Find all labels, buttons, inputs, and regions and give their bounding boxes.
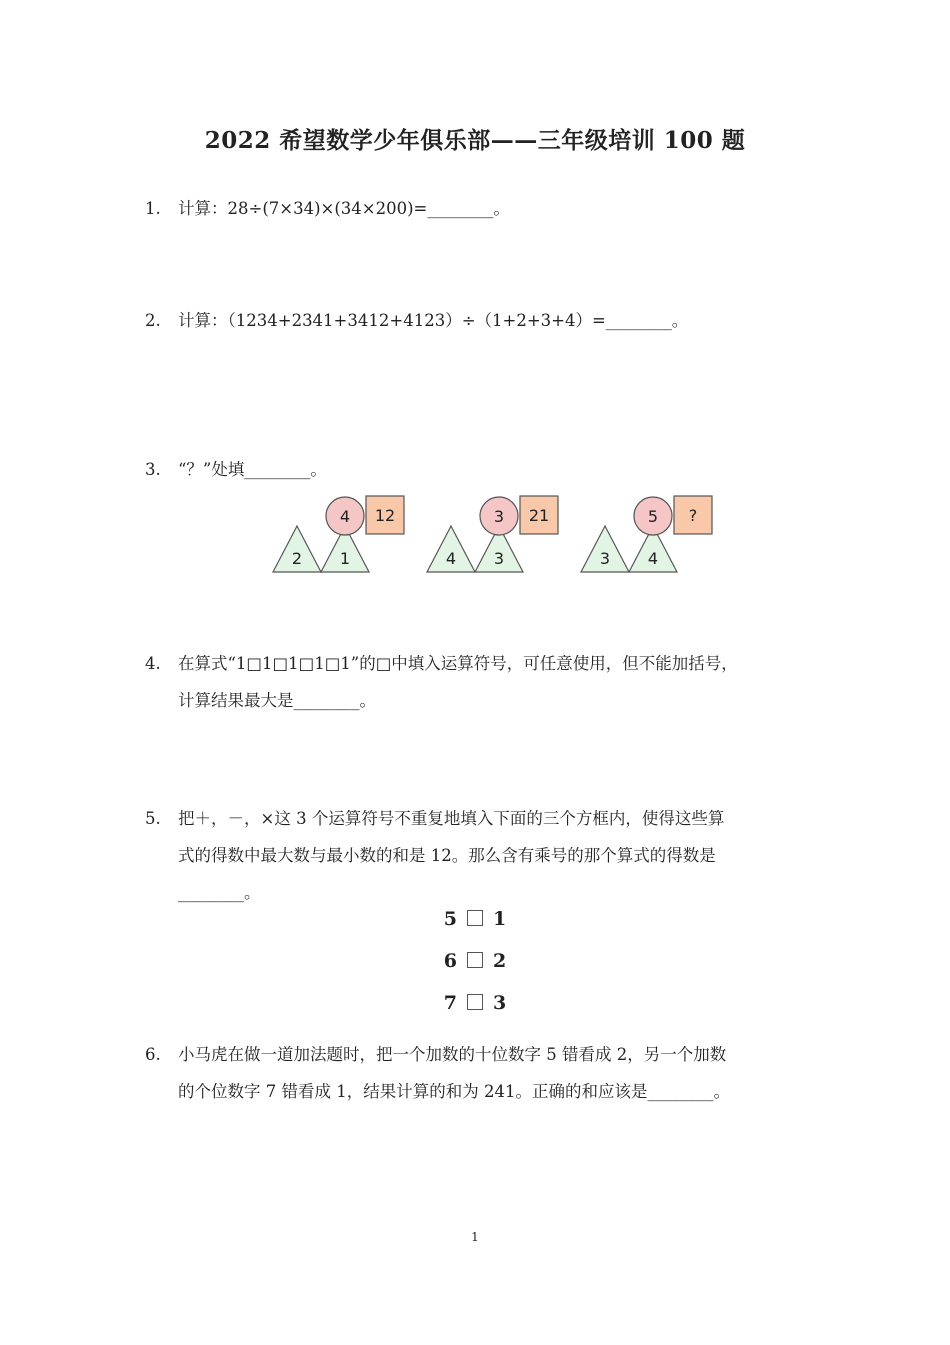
question-4 xyxy=(145,645,810,719)
question-number: 5. xyxy=(145,809,161,828)
empty-box[interactable] xyxy=(467,994,483,1010)
question-text: 小马虎在做一道加法题时，把一个加数的十位数字 5 错看成 2，另一个加数 xyxy=(178,1045,727,1064)
operand-right: 1 xyxy=(493,908,507,930)
question-text: 的个位数字 7 错看成 1，结果计算的和为 241。正确的和应该是________。 xyxy=(178,1082,730,1101)
operand-right: 2 xyxy=(493,950,507,972)
operation-row xyxy=(0,898,950,940)
question-text: 计算：28÷(7×34)×(34×200)=________。 xyxy=(178,199,510,218)
question-6 xyxy=(145,1036,810,1110)
circle-label: 3 xyxy=(493,507,505,526)
operand-left: 7 xyxy=(443,992,457,1014)
figure-group xyxy=(581,496,712,572)
question-text: 在算式“1□1□1□1□1”的□中填入运算符号，可任意使用，但不能加括号， xyxy=(178,654,738,673)
circle-label: 4 xyxy=(339,507,351,526)
question-text: ________。 xyxy=(178,883,261,902)
empty-box[interactable] xyxy=(467,910,483,926)
question-1 xyxy=(145,190,810,227)
square-label: 12 xyxy=(374,506,396,525)
question-text: 计算：（1234+2341+3412+4123）÷（1+2+3+4）=________。 xyxy=(178,311,689,330)
triangle-label: 3 xyxy=(599,549,611,568)
question-text: 式的得数中最大数与最小数的和是 12。那么含有乘号的那个算式的得数是 xyxy=(178,846,716,865)
operation-row xyxy=(0,982,950,1024)
question-text: 计算结果最大是________。 xyxy=(178,691,376,710)
pattern-figure xyxy=(265,490,725,580)
triangle-label: 3 xyxy=(493,549,505,568)
operand-right: 3 xyxy=(493,992,507,1014)
circle-label: 5 xyxy=(647,507,659,526)
question-3 xyxy=(145,451,810,488)
operand-left: 5 xyxy=(443,908,457,930)
triangle-label: 2 xyxy=(291,549,303,568)
triangle-label: 1 xyxy=(339,549,351,568)
operation-row xyxy=(0,940,950,982)
question-number: 3. xyxy=(145,460,161,479)
operand-left: 6 xyxy=(443,950,457,972)
square-label: 21 xyxy=(528,506,550,525)
question-text: “？”处填________。 xyxy=(178,460,327,479)
empty-box[interactable] xyxy=(467,952,483,968)
figure-group xyxy=(427,496,558,572)
page-title: 2022 希望数学少年俱乐部——三年级培训 100 题 xyxy=(204,127,746,154)
page-number: 1 xyxy=(471,1230,479,1244)
operation-boxes xyxy=(0,898,950,1024)
triangle-label: 4 xyxy=(647,549,659,568)
question-2 xyxy=(145,302,810,339)
triangle-label: 4 xyxy=(445,549,457,568)
question-text: 把＋，－，×这 3 个运算符号不重复地填入下面的三个方框内，使得这些算 xyxy=(178,809,725,828)
figure-group xyxy=(273,496,404,572)
question-number: 1. xyxy=(145,199,161,218)
question-number: 4. xyxy=(145,654,161,673)
square-label: ? xyxy=(688,506,698,525)
question-number: 6. xyxy=(145,1045,161,1064)
question-5 xyxy=(145,800,810,911)
question-number: 2. xyxy=(145,311,161,330)
